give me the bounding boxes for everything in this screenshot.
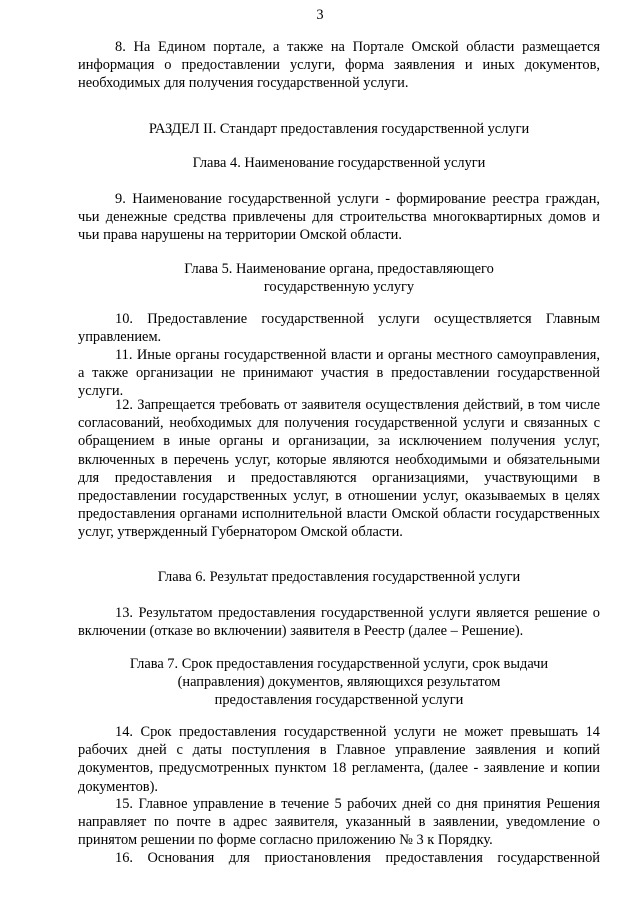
chapter-7-heading-line-1: Глава 7. Срок предоставления государственной услуги, срок выдачи <box>129 656 549 672</box>
paragraph-13: 13. Результатом предоставления государственной услуги является решение о включении (отказе во включении) заявителя в Реестр (далее – Решение). <box>78 605 600 640</box>
chapter-7-heading <box>78 655 600 710</box>
chapter-5-heading-line-1: Глава 5. Наименование органа, предоставляющего <box>184 261 494 277</box>
paragraph-14: 14. Срок предоставления государственной услуги не может превышать 14 рабочих дней с даты поступления в Главное управление заявления и копий документов, предусмотренных пунктом 18 регламента, (далее - заявление и копии документов). <box>78 724 600 795</box>
chapter-5-heading-line-2: государственную услугу <box>263 279 415 296</box>
chapter-4-heading: Глава 4. Наименование государственной услуги <box>192 155 486 171</box>
paragraph-10: 10. Предоставление государственной услуги осуществляется Главным управлением. <box>78 311 600 346</box>
paragraph-12: 12. Запрещается требовать от заявителя осуществления действий, в том числе согласований, необходимых для получения государственной услуги и связанных с обращением в иные органы и организации, за исключением получения услуг, включенных в перечень услуг, которые являются необходимыми и обязательными для предоставления и предоставляются организациями, участвующими в предоставлении государственных услуг, в отношении услуг, оказываемых в целях предоставления органами исполнительной власти Омской области государственных услуг, утвержденный Губернатором Омской области. <box>78 397 600 541</box>
chapter-6-heading: Глава 6. Результат предоставления государственной услуги <box>157 569 521 585</box>
paragraph-9: 9. Наименование государственной услуги - формирование реестра граждан, чьи денежные средства привлечены для строительства многоквартирных домов и чьи права нарушены на территории Омской области. <box>78 191 600 244</box>
paragraph-8: 8. На Едином портале, а также на Портале Омской области размещается информация о предоставлении услуги, форма заявления и иных документов, необходимых для получения государственной услуги. <box>78 39 600 92</box>
page-number: 3 <box>316 7 324 23</box>
paragraph-11: 11. Иные органы государственной власти и органы местного самоуправления, а также организации не принимают участия в предоставлении государственной услуги. <box>78 347 600 400</box>
paragraph-15: 15. Главное управление в течение 5 рабочих дней со дня принятия Решения направляет по почте в адрес заявителя, указанный в заявлении, уведомление о принятом решении по форме согласно приложению № 3 к Порядку. <box>78 796 600 849</box>
paragraph-16-partial: 16. Основания для приостановления предоставления государственной <box>115 850 600 866</box>
section-2-heading: РАЗДЕЛ II. Стандарт предоставления государственной услуги <box>148 121 530 137</box>
chapter-5-heading <box>78 260 600 296</box>
chapter-7-heading-line-2: (направления) документов, являющихся результатом <box>177 674 501 691</box>
chapter-7-heading-line-3: предоставления государственной услуги <box>214 692 464 709</box>
